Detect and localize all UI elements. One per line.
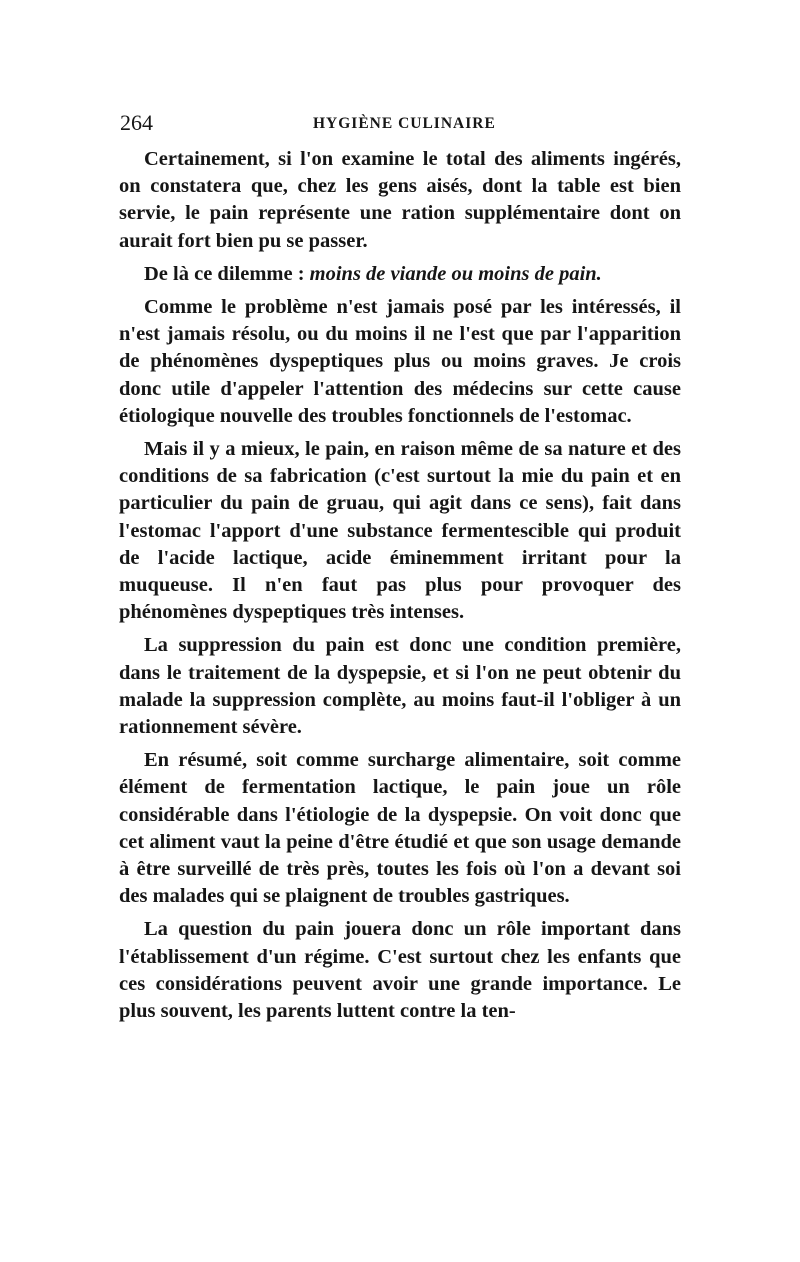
paragraph-6: En résumé, soit comme surcharge alimentaire, soit comme élément de fermentation lactique, le pain joue un rôle considérable dans l'étiologie de la dyspepsie. On voit donc que cet aliment vaut la peine d'être étudié et que son usage demande à être surveillé de très près, toutes les fois où l'on a devant soi des malades qui se plaignent de troubles gastriques.: [119, 749, 681, 908]
paragraph-3: Comme le problème n'est jamais posé par les intéressés, il n'est jamais résolu, ou du moins il ne l'est que par l'apparition de phénomènes dyspeptiques plus ou moins graves. Je crois donc utile d'appeler l'attention des médecins sur cette cause étiologique nouvelle des troubles fonctionnels de l'estomac.: [119, 296, 681, 427]
running-head: [120, 108, 680, 138]
paragraph-4: Mais il y a mieux, le pain, en raison même de sa nature et des conditions de sa fabrication (c'est surtout la mie du pain et en particulier du pain de gruau, qui agit dans ce sens), fait dans l'estomac l'apport d'une substance fermentescible qui produit de l'acide lactique, acide éminemment irritant pour la muqueuse. Il n'en faut pas plus pour provoquer des phénomènes dyspeptiques très intenses.: [119, 438, 681, 624]
page-number: 264: [120, 110, 153, 135]
body-text: [119, 146, 681, 1025]
dilemma-prefix: De là ce dilemme :: [144, 262, 310, 285]
paragraph-5: La suppression du pain est donc une condition première, dans le traitement de la dyspepsie, et si l'on ne peut obtenir du malade la suppression complète, au moins faut-il l'obliger à un rationnement sévère.: [119, 634, 681, 739]
paragraph-2: [119, 261, 681, 288]
paragraph-7: La question du pain jouera donc un rôle important dans l'établissement d'un régime. C'est surtout chez les enfants que ces considérations peuvent avoir une grande importance. Le plus souvent, les parents luttent contre la ten-: [119, 918, 681, 1023]
dilemma-emphasis: moins de viande ou moins de pain.: [309, 262, 602, 285]
paragraph-1: Certainement, si l'on examine le total des aliments ingérés, on constatera que, chez les gens aisés, dont la table est bien servie, le pain représente une ration supplémentaire dont on aurait fort bien pu se passer.: [119, 148, 681, 252]
running-title: HYGIÈNE CULINAIRE: [313, 115, 496, 132]
